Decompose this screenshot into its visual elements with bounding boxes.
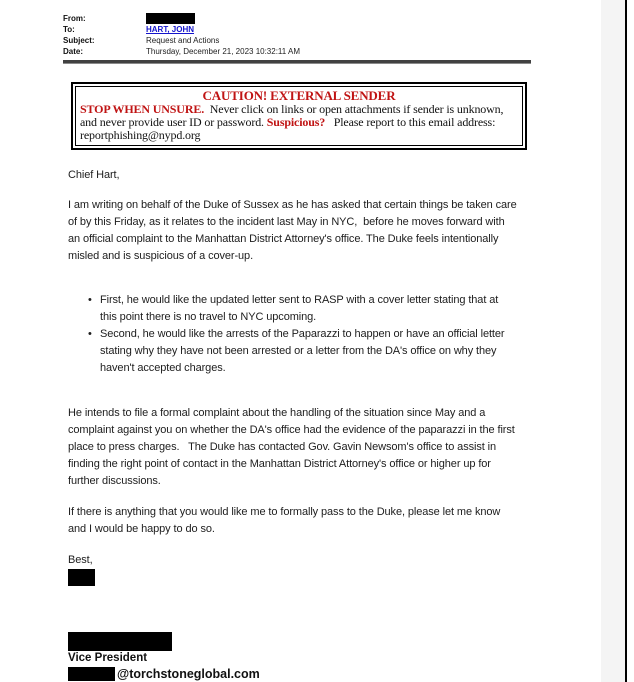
signature-email <box>68 667 634 681</box>
caution-title: CAUTION! EXTERNAL SENDER <box>202 88 396 104</box>
paragraph-complaint: He intends to file a formal complaint about the handling of the situation since May and a complaint against you on whether the DA's office had the evidence of the paparazzi in the first place to press charges. The Duke has contacted Gov. Gavin Newsom's office to assist in finding the right point of contact in the Manhattan District Attorney's office or higher up for further discussions. <box>68 407 515 488</box>
subject-label: Subject: <box>63 36 95 46</box>
recipient-link[interactable]: HART, JOHN <box>146 25 195 35</box>
date-value: Thursday, December 21, 2023 10:32:11 AM <box>146 47 301 57</box>
salutation: Chief Hart, <box>68 169 120 182</box>
closing: Best, <box>68 554 93 567</box>
email-header <box>63 13 634 57</box>
request-list <box>68 292 634 377</box>
redacted-signature-name <box>68 569 95 586</box>
redacted-sender-name <box>146 13 195 24</box>
subject-value: Request and Actions <box>146 36 220 46</box>
email-body <box>68 167 634 586</box>
list-item: • First, he would like the updated letter sent to RASP with a cover letter stating that at this point there is no travel to NYC upcoming. <box>68 292 634 326</box>
header-divider <box>63 60 531 64</box>
paragraph-intro: I am writing on behalf of the Duke of Sussex as he has asked that certain things be taken care of by this Friday, as it relates to the incident last May in NYC, before he moves forward with an official complaint to the Manhattan District Attorney's office. The Duke feels intentionally misled and is suspicious of a cover-up. <box>68 199 517 263</box>
caution-report-address: reportphishing@nypd.org <box>80 128 201 143</box>
caution-stop-text: STOP WHEN UNSURE. <box>80 102 205 117</box>
signature-block <box>68 632 634 681</box>
email-domain: @torchstoneglobal.com <box>117 667 260 682</box>
caution-banner-inner <box>75 86 523 146</box>
to-label: To: <box>63 25 75 35</box>
caution-banner <box>71 82 527 150</box>
from-label: From: <box>63 14 86 23</box>
from-value <box>146 13 634 24</box>
date-label: Date: <box>63 47 84 57</box>
redacted-full-name <box>68 632 172 651</box>
redacted-email-user <box>68 667 115 681</box>
list-item: • Second, he would like the arrests of the Paparazzi to happen or have an official letter stating why they have not been arrested or a letter from the DA's office on why they haven't accepted charges. <box>68 326 634 377</box>
caution-line-2: and never provide user ID or password. Suspicious? Please report to this email address: <box>80 115 496 130</box>
caution-line-1: STOP WHEN UNSURE. Never click on links or open attachments if sender is unknown, <box>80 102 504 117</box>
paragraph-offer: If there is anything that you would like me to formally pass to the Duke, please let me know and I would be happy to do so. <box>68 506 501 536</box>
caution-suspicious-text: Suspicious? <box>266 115 326 130</box>
signature-title: Vice President <box>68 652 148 665</box>
